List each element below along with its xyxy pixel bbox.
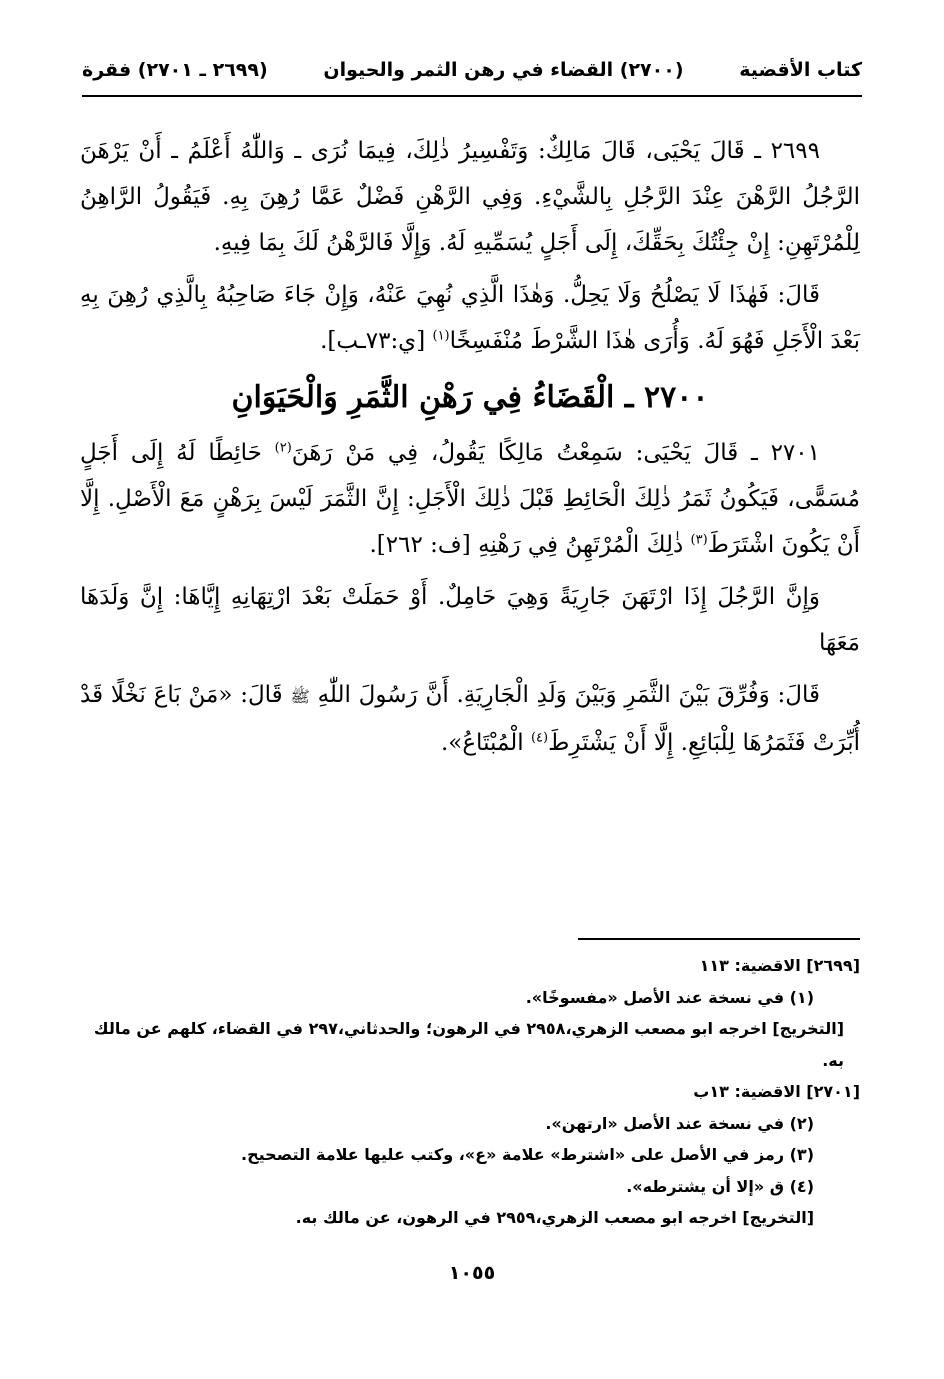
page-number: ١٠٥٥: [448, 1262, 496, 1284]
salla-ligature: ﷺ: [290, 687, 310, 706]
header-rule: [82, 95, 862, 97]
chapter-heading: ٢٧٠٠ ـ الْقَضَاءُ فِي رَهْنِ الثَّمَرِ وَالْحَيَوَانِ: [231, 380, 709, 415]
footnote-source-2701: [٢٧٠١] الاقضية: ١٣ب: [693, 1082, 860, 1101]
footnote-2: (٢) في نسخة عند الأصل «ارتهن».: [545, 1113, 814, 1133]
takhrij-2699: [التخريج] اخرجه ابو مصعب الزهري،٢٩٥٨ في الرهون؛ والحدثاني،٢٩٧ في القضاء، كلهم عن مالك به.: [93, 1019, 844, 1070]
footnote-source-2699: [٢٦٩٩] الاقضية: ١١٣: [699, 956, 860, 975]
header-paragraph-range: (٢٦٩٩ ـ ٢٧٠١) فقرة: [82, 59, 268, 81]
manuscript-ref: [ف: ٢٦٢].: [369, 532, 471, 558]
footnotes: [80, 950, 860, 1234]
paragraph-2701: ٢٧٠١ ـ قَالَ يَحْيَى: سَمِعْتُ مَالِكًا يَقُولُ، فِي مَنْ رَهَنَ$^{(٢)}$ حَائِطًا لَهُ إِلَى أَجَلٍ مُسَمًّى، فَيَكُونُ ثَمَرُ ذٰلِكَ الْحَائِطِ قَبْلَ ذٰلِكَ الْأَجَلِ: إِنَّ الثَّمَرَ لَيْسَ بِرَهْنٍ مَعَ الْأَصْلِ. إِلَّا أَنْ يَكُونَ اشْتَرَطَ$^{(٣)}$ ذٰلِكَ الْمُرْتَهِنُ فِي رَهْنِهِ [ف: ٢٦٢].: [80, 440, 860, 558]
footnote-1: (١) في نسخة عند الأصل «مفسوخًا».: [525, 987, 814, 1007]
takhrij-2701: [التخريج] اخرجه ابو مصعب الزهري،٢٩٥٩ في الرهون، عن مالك به.: [295, 1208, 814, 1227]
paragraph-2699-continued: قَالَ: فَهٰذَا لَا يَصْلُحُ وَلَا يَحِلُّ. وَهٰذَا الَّذِي نُهِيَ عَنْهُ، وَإِنْ جَاءَ صَاحِبُهُ بِالَّذِي رُهِنَ بِهِ بَعْدَ الْأَجَلِ فَهُوَ لَهُ. وَأُرَى هٰذَا الشَّرْطَ مُنْفَسِخًا$^{(١)}$ [ي:٧٣ـب].: [80, 282, 860, 354]
paragraph-2701-hadith: قَالَ: وَفُرِّقَ بَيْنَ الثَّمَرِ وَبَيْنَ وَلَدِ الْجَارِيَةِ. أَنَّ رَسُولَ اللّٰهِ ﷺ قَالَ: «مَنْ بَاعَ نَخْلًا قَدْ أُبِّرَتْ فَثَمَرُهَا لِلْبَائِعِ. إِلَّا أَنْ يَشْتَرِطَ$^{(٤)}$ الْمُبْتَاعُ».: [80, 682, 860, 756]
footnote-3: (٣) رمز في الأصل على «اشترط» علامة «ع»، وكتب عليها علامة التصحيح.: [241, 1145, 814, 1164]
footnote-rule: [578, 938, 860, 940]
paragraph-2701-continued: وَإِنَّ الرَّجُلَ إِذَا ارْتَهَنَ جَارِيَةً وَهِيَ حَامِلٌ. أَوْ حَمَلَتْ بَعْدَ ارْتِهَانِهِ إِيَّاهَا: إِنَّ وَلَدَهَا مَعَهَا: [80, 584, 860, 656]
footnote-marker-1[interactable]: (١): [432, 328, 450, 344]
header-section-title: (٢٧٠٠) القضاء في رهن الثمر والحيوان: [323, 59, 684, 81]
manuscript-ref: [ي:٧٣ـب].: [320, 328, 426, 354]
footnote-4: (٤) ق «إلا أن يشترطه».: [626, 1176, 814, 1196]
footnote-marker-2[interactable]: (٢): [274, 440, 292, 456]
footnote-marker-4[interactable]: (٤): [530, 730, 549, 746]
running-header: [82, 48, 862, 92]
footnote-marker-3[interactable]: (٣): [690, 532, 708, 548]
paragraph-2699: ٢٦٩٩ ـ قَالَ يَحْيَى، قَالَ مَالِكٌ: وَتَفْسِيرُ ذٰلِكَ، فِيمَا نُرَى ـ وَاللّٰهُ أَعْلَمُ ـ أَنْ يَرْهَنَ الرَّجُلُ الرَّهْنَ عِنْدَ الرَّجُلِ بِالشَّيْءِ. وَفِي الرَّهْنِ فَضْلٌ عَمَّا رُهِنَ بِهِ. فَيَقُولُ الرَّاهِنُ لِلْمُرْتَهِنِ: إِنْ جِئْتُكَ بِحَقِّكَ، إِلَى أَجَلٍ يُسَمِّيهِ لَهُ. وَإِلَّا فَالرَّهْنُ لَكَ بِمَا فِيهِ.: [80, 138, 860, 256]
main-text: [80, 128, 860, 772]
header-book-title: كتاب الأقضية: [739, 59, 862, 81]
